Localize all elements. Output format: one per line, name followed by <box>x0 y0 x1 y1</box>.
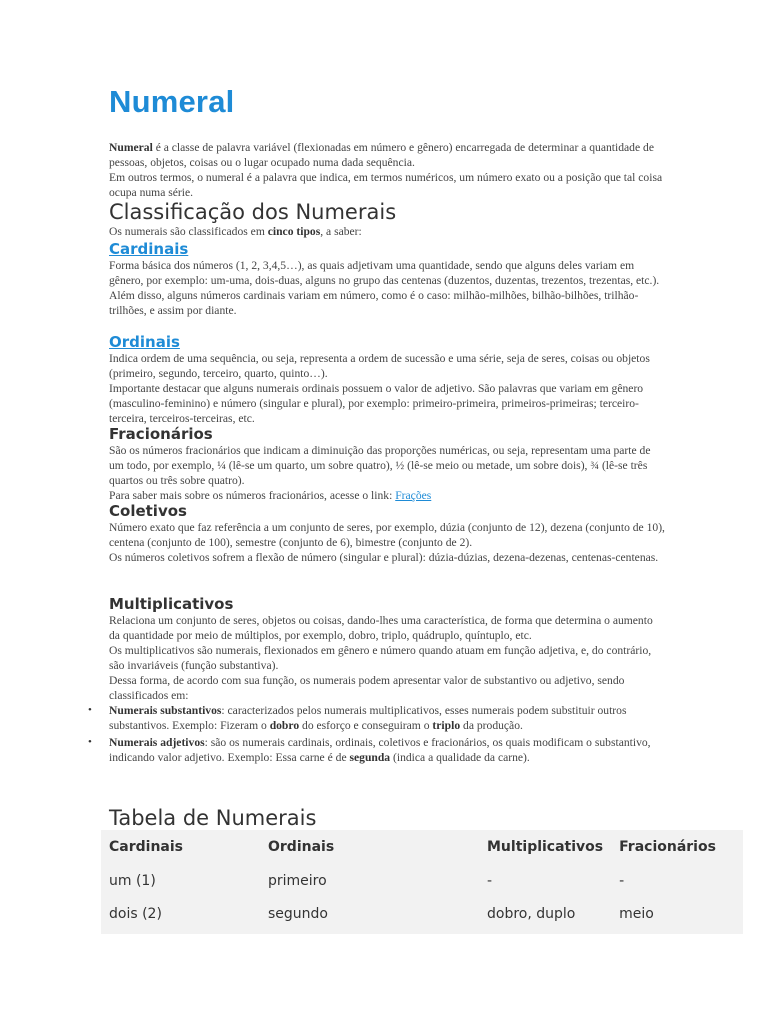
ordinais-paragraph-1: Indica ordem de uma sequência, ou seja, representa a ordem de sucessão e uma série, seja de seres, coisas ou objetos (primeiro, segundo, terceiro, quarto, quinto…). <box>109 352 650 380</box>
intro-paragraph-1 <box>109 140 665 170</box>
intro-text-1: é a classe de palavra variável (flexionadas em número e gênero) encarregada de determinar a quantidade de pessoas, objetos, coisas ou o lugar ocupado numa dada sequência. <box>109 141 654 169</box>
ordinais-paragraph-2: Importante destacar que alguns numerais ordinais possuem o valor de adjetivo. São palavras que variam em gênero (masculino-feminino) e número (singular e plural), por exemplo: primeiro-primeira, primeiros-primeiras; terceiro-terceira, terceiros-terceiras, etc. <box>109 382 644 425</box>
coletivos-paragraph-1: Número exato que faz referência a um conjunto de seres, por exemplo, dúzia (conjunto de 12), dezena (conjunto de 10), centena (conjunto de 100), semestre (conjunto de 6), bimestre (conjunto de 2). <box>109 521 665 549</box>
list-item <box>88 735 665 765</box>
bullet-icon: • <box>88 704 92 716</box>
classificacao-text-b: , a saber: <box>320 225 362 238</box>
heading-tabela: Tabela de Numerais <box>109 806 317 830</box>
heading-multiplicativos: Multiplicativos <box>109 595 234 613</box>
numerais-table <box>101 830 743 934</box>
section-tabela <box>109 806 665 830</box>
bullet1-text-d: da produção. <box>460 719 523 732</box>
table-header-ordinais: Ordinais <box>268 839 335 855</box>
section-coletivos <box>109 502 665 565</box>
section-fracionarios <box>109 425 665 503</box>
bullet1-text-c: do esforço e conseguiram o <box>299 719 433 732</box>
cardinais-paragraph-1: Forma básica dos números (1, 2, 3,4,5…), as quais adjetivam uma quantidade, sendo que alguns deles variam em gênero, por exemplo: um-uma, dois-duas, alguns no grupo das centenas (duzentos, duzentas, trezentos, trezentas, etc.). <box>109 259 660 287</box>
bullet-icon: • <box>88 736 92 748</box>
section-cardinais <box>109 240 665 318</box>
table-cell: um (1) <box>109 872 156 889</box>
heading-cardinais-link[interactable]: Cardinais <box>109 240 189 258</box>
classificacao-text-bold: cinco tipos <box>267 225 321 238</box>
page-title: Numeral <box>109 84 235 119</box>
multiplicativos-paragraph-3: Dessa forma, de acordo com sua função, os numerais podem apresentar valor de substantivo ou adjetivo, sendo classificados em: <box>109 674 625 702</box>
fracionarios-paragraph-2 <box>109 488 665 503</box>
table-row <box>101 897 743 934</box>
table-cell: meio <box>619 905 654 922</box>
fracoes-link[interactable]: Frações <box>395 489 432 502</box>
intro <box>109 140 665 200</box>
table-header-cardinais: Cardinais <box>109 839 183 855</box>
section-classificacao <box>109 200 665 239</box>
fracionarios-link-lead: Para saber mais sobre os números fracionários, acesse o link: <box>109 489 396 502</box>
coletivos-paragraph-2: Os números coletivos sofrem a flexão de número (singular e plural): dúzia-dúzias, dezena-dezenas, centenas-centenas. <box>109 551 659 564</box>
table-cell: - <box>487 872 493 889</box>
bullet2-term: Numerais adjetivos <box>109 736 205 749</box>
intro-term: Numeral <box>109 141 153 154</box>
table-header-row <box>101 830 743 864</box>
numerais-list <box>88 703 665 765</box>
heading-ordinais-link[interactable]: Ordinais <box>109 333 180 351</box>
cardinais-paragraph-2: Além disso, alguns números cardinais variam em número, como é o caso: milhão-milhões, bilhão-bilhões, trilhão-trilhões, e assim por diante. <box>109 289 639 317</box>
bullet2-bold-segunda: segunda <box>349 751 391 764</box>
bullet1-term: Numerais substantivos <box>109 704 222 717</box>
section-multiplicativos <box>88 595 665 765</box>
table-cell: dobro, duplo <box>487 905 576 922</box>
heading-fracionarios: Fracionários <box>109 425 213 443</box>
multiplicativos-paragraph-1: Relaciona um conjunto de seres, objetos ou coisas, dando-lhes uma característica, de forma que determina o aumento da quantidade por meio de múltiplos, por exemplo, dobro, triplo, quádruplo, quíntuplo, etc. <box>109 614 653 642</box>
intro-paragraph-2: Em outros termos, o numeral é a palavra que indica, em termos numéricos, um número exato ou a posição que tal coisa ocupa numa série. <box>109 171 663 199</box>
table-cell: segundo <box>268 905 328 922</box>
fracionarios-paragraph-1: São os números fracionários que indicam a diminuição das proporções numéricas, ou seja, representam uma parte de um todo, por exemplo, ¼ (lê-se um quarto, um sobre quatro), ½ (lê-se meio ou metade, um sobre dois), ¾ (lê-se três quartos ou três sobre quatro). <box>109 444 651 487</box>
bullet2-text-a: : são os numerais cardinais, ordinais, coletivos e fracionários, os quais modificam o substantivo, indicando valor adjetivo. Exemplo: Essa carne é de <box>109 736 651 764</box>
classificacao-text <box>109 224 665 239</box>
bullet1-text-a: : caracterizados pelos numerais multiplicativos, esses numerais podem substituir outros substantivos. Exemplo: Fizeram o <box>109 704 627 732</box>
heading-classificacao: Classificação dos Numerais <box>109 200 397 224</box>
bullet2-text-c: (indica a qualidade da carne). <box>390 751 530 764</box>
table-row <box>101 864 743 897</box>
bullet1-bold-dobro: dobro <box>269 719 300 732</box>
bullet1-bold-triplo: triplo <box>432 719 461 732</box>
table-cell: primeiro <box>268 872 327 889</box>
table-cell: dois (2) <box>109 905 162 922</box>
table-header-fracionarios: Fracionários <box>619 839 716 855</box>
classificacao-text-a: Os numerais são classificados em <box>109 225 268 238</box>
heading-coletivos: Coletivos <box>109 502 187 520</box>
multiplicativos-paragraph-2: Os multiplicativos são numerais, flexionados em gênero e número quando atuam em função adjetiva, e, do contrário, são invariáveis (função substantiva). <box>109 644 652 672</box>
table-header-multiplicativos: Multiplicativos <box>487 839 604 855</box>
list-item <box>88 703 665 733</box>
table-cell: - <box>619 872 625 889</box>
section-ordinais <box>109 333 665 426</box>
